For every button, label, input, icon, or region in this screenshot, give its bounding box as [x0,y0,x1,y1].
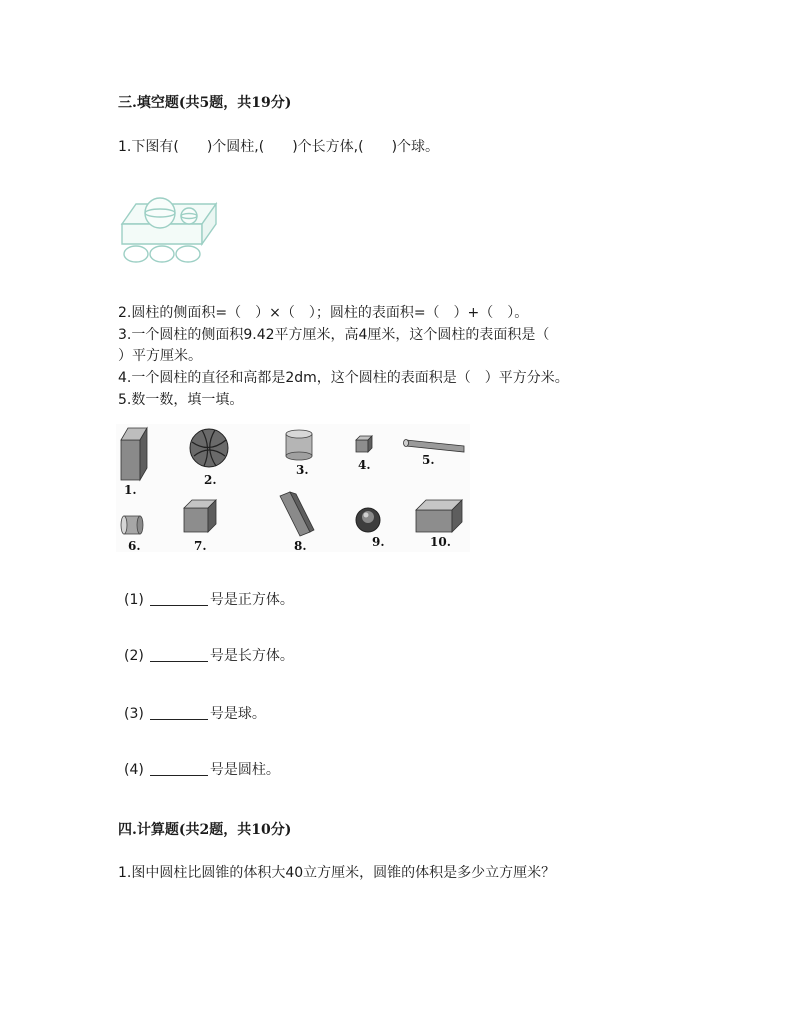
sub-item-3 [124,703,266,723]
shape-label-2: 2. [204,473,217,487]
shape-label-4: 4. [358,458,371,472]
question-3-3-line2: ）平方厘米。 [118,348,202,364]
section-4-heading: 四.计算题(共2题，共10分) [118,822,292,838]
question-3-4: 4.一个圆柱的直径和高都是2dm，这个圆柱的表面积是（ ）平方分米。 [118,370,569,386]
sub-item-2 [124,645,294,665]
shape-label-10: 10. [430,535,451,549]
question-4-1: 1.图中圆柱比圆锥的体积大40立方厘米，圆锥的体积是多少立方厘米？ [118,865,556,881]
shape-3-cylinder [286,430,312,460]
answer-blank-2[interactable] [150,647,208,662]
answer-blank-3[interactable] [150,705,208,720]
shape-label-1: 1. [124,483,137,497]
sub-item-4 [124,759,280,779]
shape-4-small-cube [356,436,372,452]
shape-label-3: 3. [296,463,309,477]
sub-item-3-text: 号是球。 [209,706,266,722]
shape-7-cube [184,500,216,532]
sub-item-4-number: (4) [124,762,144,778]
sub-item-2-number: (2) [124,648,144,664]
shape-10-flat-box [416,500,462,532]
shape-label-8: 8. [294,539,307,552]
question-3-1: 1.下图有( )个圆柱,( )个长方体,( )个球。 [118,139,440,155]
question-3-5: 5.数一数，填一填。 [118,392,244,408]
shape-1-tall-box [121,428,147,480]
sub-item-1-number: (1) [124,592,144,608]
answer-blank-1[interactable] [150,591,208,606]
sub-item-2-text: 号是长方体。 [209,648,294,664]
question-3-3-line1: 3.一个圆柱的侧面积9.42平方厘米，高4厘米，这个圆柱的表面积是（ [118,327,550,343]
sub-item-1-text: 号是正方体。 [209,592,294,608]
shape-2-ball [190,429,228,467]
question-3-2: 2.圆柱的侧面积=（ ）×（ ）；圆柱的表面积=（ ）+（ ）。 [118,305,529,321]
shapes-figure [116,424,470,552]
shape-label-6: 6. [128,539,141,552]
sub-item-3-number: (3) [124,706,144,722]
shape-label-7: 7. [194,539,207,552]
section-3-heading: 三.填空题(共5题，共19分) [118,95,292,111]
shape-label-5: 5. [422,453,435,467]
box-spheres-cylinders-figure [118,192,222,266]
shape-9-sphere [356,508,380,532]
sub-item-4-text: 号是圆柱。 [209,762,280,778]
sub-item-1 [124,589,294,609]
shape-6-short-cylinder [121,516,143,534]
answer-blank-4[interactable] [150,761,208,776]
shape-label-9: 9. [372,535,385,549]
